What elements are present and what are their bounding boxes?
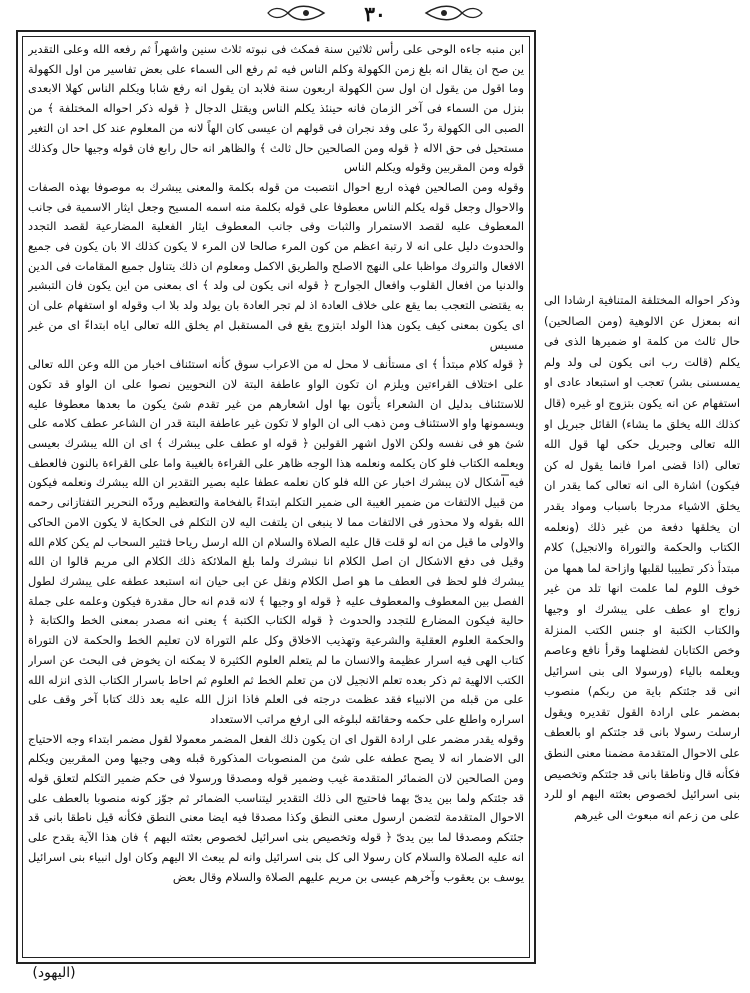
main-paragraph: وقوله يقدر مضمر على ارادة القول اى ان يكون ذلك الفعل المضمر معمولا لقول مضمر ابتداء وجه الاحتياج الى الاضمار انه لا يصح عطفه على شئ من المنصوبات المذكورة قبله وهى وجيها ومن المقربين ويكلم ومن الصالحين لان الضمائر المتقدمة غيب وضمير قوله ومصدقا ورسولا فى حكم ضمير التكلم لتعلق قوله قد جئتكم ولما بين يدىّ بهما فاحتيج الى ذلك التقدير ليتناسب الضمائر ثم جوّز كونه منصوبا بالعطف على الاحوال المتقدمة لتضمن ارسول معنى النطق وكذا مصدقا فيه ايضا معنى النطق فكأنه قيل ناطقا بانى قد جئتكم ومصدقا لما بين يدىّ ﴿ قوله وتخصيص بنى اسرائيل لخصوص بعثته اليهم ﴾ فان هذا الآية يقدح على انه عليه الصلاة والسلام كان رسولا الى كل بنى اسرائيل وانه لم يبعث الا اليهم وكان اول انبياء بنى اسرائيل يوسف بن يعقوب وآخرهم عيسى بن مريم عليهم الصلاة والسلام وقال بعض [28,731,524,884]
margin-paragraph: وذكر احواله المختلفة المتنافية ارشادا الى انه بمعزل عن الالوهية (ومن الصالحين) حال ثالث من كلمة او ضميرها الذى فى يكلم (قالت رب انى يكون لى ولد ولم يمسسنى بشر) تعجب او استبعاد عادى او استفهام عن انه يكون بتزوج او غيره (قال كذلك الله يخلق ما يشاء) القائل جبريل او الله تعالى وجبريل حكى لها قول الله تعالى (اذا قضى امرا فانما يقول له كن فيكون) اشارة الى انه تعالى كما يقدر ان يخلق الاشياء مدرجا باسباب ومواد يقدر ان يخلقها دفعة من غير ذلك (ونعلمه الكتاب والحكمة والتوراة والانجيل) كلام مبتدأ ذكر تطييبا لقلبها وازاحة لما همها من خوف اللوم لما علمت انها تلد من غير زواج او عطف على يبشرك او وجيها والكتاب الكتبة او جنس الكتب المنزلة وخص الكتابان لفضلهما وقرأ نافع وعاصم ويعلمه بالياء (ورسولا الى بنى اسرائيل انى قد جئتكم باية من ربكم) منصوب بمضمر على ارادة القول تقديره ويقول ارسلت رسولا بانى قد جئتكم او بالعطف على الاحوال المتقدمة مضمنا معنى النطق فكأنه قال وناطقا بانى قد جئتكم وتخصيص بنى اسرائيل لخصوص بعثته اليهم او للرد على من زعم انه مبعوث الى غيرهم [544,293,740,822]
margin-mark-icon [500,470,510,480]
catchword: (اليهود) [32,965,76,981]
main-paragraph: وقوله ومن الصالحين فهذه اربع احوال انتصبت من قوله بكلمة والمعنى يبشرك به موصوفا بهذه الصفات والاحوال وجعل قوله يكلم الناس معطوفا على قوله بكلمة منه اسمه المسيح وجعل ايثار الاسمية فى جانب المعطوف عليه لقصد الاستمرار والثبات وفى جانب المعطوف ايثار الفعلية المضارعية لقصد التجدد والحدوث دليل على انه لا رتبة اعظم من كون المرء صالحا لان المرء لا يكون كذلك الا بان يكون فى جميع الافعال والتروك مواظبا على النهج الاصلح والطريق الاكمل ومعلوم ان ذلك يتناول جميع المقامات فى الدين والدنيا من افعال القلوب وافعال الجوارح ﴿ قوله انى يكون لى ولد ﴾ اى بمعنى من اين يكون فان التبشير به يقتضى التعجب بما يقع على خلاف العادة اذ لم تجر العادة بان يولد ولد بلا اب وقوله او استفهام على ان اى يكون بمعنى كيف يكون هذا الولد ابتزوج يقع فى المستقبل ام يخلق الله تعالى اياه ابتداءً اى من غير مسيس [28,179,524,352]
margin-tafsir-text [544,290,740,850]
page-number: ٣٠ [364,2,386,26]
main-paragraph: ﴿ قوله كلام مبتدأ ﴾ اى مستأنف لا محل له من الاعراب سوق كأنه استئناف اخبار من الله وعن الله تعالى على اختلاف القراءتين ويلزم ان تكون الواو عاطفة البتة لان النحويين نصوا على ان الواو قد تكون للاستئناف بدليل ان الشعراء يأتون بها اول اشعارهم من غير تقدم شئ يكون ما بعدها معطوفا عليه ويسمونها واو الاستئناف ومن ذهب الى ان الواو لا تكون غير عاطفة البتة قدر ان الشاعر عطف كلامه على شئ هو فى نفسه ولكن الاول اشهر القولين ﴿ قوله او عطف على يبشرك ﴾ اى ان الله يبشرك بعيسى ويعلمه الكتاب فلو كان يكلمه ونعلمه هذا الوجه ظاهر على القراءة بالغيبة واما على القراءة بالنون فالعطف فيه اشكال لان يبشرك اخبار عن الله فلو كان نعلمه عطفا عليه بصير التقدير ان الله يبشرك ونعلمه فيكون من قبيل الالتفات من ضمير الغيبة الى ضمير التكلم ابتداءً بالفخامة والتعظيم وردّه النحرير التفتازانى رحمه الله بقوله ولا محذور فى الالتفات مما لا ينبغى ان يلتفت اليه لان التكلم فى الحكاية لا يكون الامن الحاكى والاولى ما قيل من انه لو قلت قال عليه الصلاة والسلام ان الله ارسل رياحا فتثير السحاب لم يكن كلام الله وقيل فى دفع الاشكال ان اصل الكلام انا نبشرك ولما بلغ الملائكة ذلك الكلام الى مريم قالوا ان الله يبشرك فلو لحظ فى العطف ما هو اصل الكلام ونقل عن ابى حيان انه استبعد عطفه على يبشرك لطول الفصل بين المعطوف والمعطوف عليه ﴿ قوله او وجيها ﴾ لانه قدم انه حال مقدرة فيكون وعلمه على جملة حالية فيكون المضارع للتجدد والحدوث ﴿ قوله الكتاب الكتبة ﴾ يعنى انه مصدر بمعنى الخط والكتابة ﴿ والحكمة العلوم العقلية والشرعية وتهذيب الاخلاق وكل علم التوراة لان تعليم الخط والحكمة لان التوراة كتاب الهى فيه اسرار عظيمة والانسان ما لم يتعلم العلوم الكثيرة لا يمكنه ان يخوض فى البحث عن اسرار الكتب الالهية ثم ذكر بعده تعلم الانجيل لان من تعلم الخط ثم العلوم ثم احاط باسرار الكتاب الذى انزله الله على من قبله من الانبياء فقد عظمت درجته فى العلم فاذا انزل الله عليه بعد ذلك كتابا آخر وقف على اسراره واطلع على حكمه وحقائقه لبلوغه الى ارفع مراتب الاستعداد [28,357,524,726]
page-header [0,0,750,30]
left-ornament-icon [266,2,326,24]
main-paragraph: ابن منبه جاءه الوحى على رأس ثلاثين سنة فمكث فى نبوته ثلاث سنين واشهراً ثم رفعه الله وعلى التقدير ين صح ان يقال انه بلغ زمن الكهولة وكلم الناس فيه ثم رفع الى السماء على بعض تفاسير من اول الكهولة وما اقول من يقول ان اول سن الكهولة اربعون سنة فلابد ان يقول انه رفع شابا ويكلم الناس كهلا الابعدى بنزل من السماء فى آخر الزمان فانه حينئذ يكلم الناس ويقتل الدجال ﴿ قوله ذكر احواله المختلفة ﴾ من الصبى الى الكهولة ردّ على وفد نجران فى قولهم ان عيسى كان الهاً لانه من المعلوم عند كل احد ان التغير مستحيل فى حق الاله ﴿ قوله ومن الصالحين حال ثالث ﴾ والظاهر انه حال رابع فان قوله وجيها حال وكذلك قوله ومن المقربين وقوله ويكلم الناس [28,42,524,175]
main-commentary-text [28,40,524,954]
right-ornament-icon [424,2,484,24]
